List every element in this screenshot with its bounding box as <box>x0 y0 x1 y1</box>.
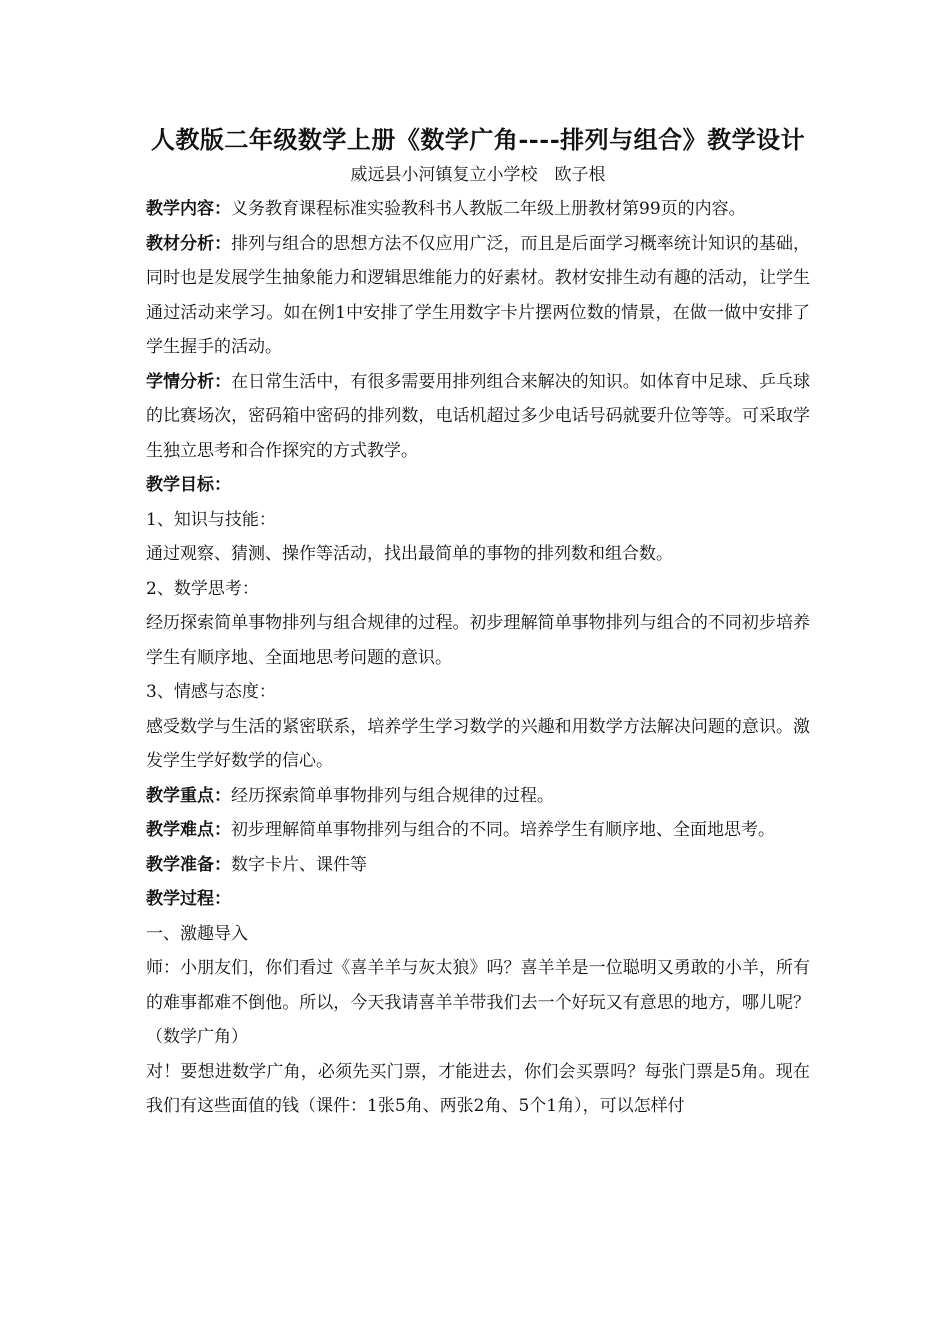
paragraph <box>146 675 810 710</box>
section-label: 教学难点： <box>146 820 231 840</box>
section-text: 对！要想进数学广角，必须先买门票，才能进去，你们会买票吗？每张门票是5角。现在我们有这些面值的钱（课件：1张5角、两张2角、5个1角），可以怎样付 <box>146 1061 810 1116</box>
paragraph <box>146 606 810 675</box>
section-label: 教学准备： <box>146 854 231 875</box>
paragraph <box>146 882 810 917</box>
section-label: 教材分析： <box>146 233 232 254</box>
paragraph <box>146 537 810 572</box>
section-label: 教学目标： <box>146 475 231 495</box>
paragraph <box>146 779 810 814</box>
paragraph <box>146 917 810 952</box>
section-text: 2、数学思考： <box>146 578 259 599</box>
author-line: 威远县小河镇复立小学校 欧子根 <box>350 165 606 185</box>
paragraph <box>146 572 810 607</box>
section-text: 感受数学与生活的紧密联系，培养学生学习数学的兴趣和用数学方法解决问题的意识。激发学生学好数学的信心。 <box>146 716 810 771</box>
section-text: 一、激趣导入 <box>146 923 248 944</box>
paragraph <box>146 365 810 469</box>
section-text: 经历探索简单事物排列与组合规律的过程。初步理解简单事物排列与组合的不同初步培养学生有顺序地、全面地思考问题的意识。 <box>146 613 810 668</box>
section-text: 3、情感与态度： <box>146 682 276 702</box>
section-text: 师：小朋友们，你们看过《喜羊羊与灰太狼》吗？喜羊羊是一位聪明又勇敢的小羊，所有的难事都难不倒他。所以，今天我请喜羊羊带我们去一个好玩又有意思的地方，哪儿呢？（数学广角） <box>146 958 810 1047</box>
section-text: 在日常生活中，有很多需要用排列组合来解决的知识。如体育中足球、乒乓球的比赛场次，密码箱中密码的排列数，电话机超过多少电话号码就要升位等等。可采取学生独立思考和合作探究的方式教学。 <box>146 371 811 461</box>
section-text: 经历探索简单事物排列与组合规律的过程。 <box>231 785 554 806</box>
document-title: 人教版二年级数学上册《数学广角----排列与组合》教学设计 <box>150 125 806 154</box>
paragraph <box>146 813 810 848</box>
section-text: 义务教育课程标准实验教科书人教版二年级上册教材第99页的内容。 <box>231 199 746 219</box>
section-label: 教学过程： <box>146 889 231 909</box>
section-text: 1、知识与技能： <box>146 509 276 530</box>
paragraph <box>146 951 810 1055</box>
paragraph <box>146 710 810 779</box>
section-label: 学情分析： <box>146 371 232 392</box>
section-text: 通过观察、猜测、操作等活动，找出最简单的事物的排列数和组合数。 <box>146 544 673 564</box>
section-text: 排列与组合的思想方法不仅应用广泛，而且是后面学习概率统计知识的基础，同时也是发展学生抽象能力和逻辑思维能力的好素材。教材安排生动有趣的活动，让学生通过活动来学习。如在例1中安排了学生用数字卡片摆两位数的情景，在做一做中安排了学生握手的活动。 <box>146 233 811 357</box>
paragraph <box>146 503 810 538</box>
paragraph <box>146 1055 810 1124</box>
paragraph <box>146 192 810 227</box>
section-text: 初步理解简单事物排列与组合的不同。培养学生有顺序地、全面地思考。 <box>231 820 775 840</box>
section-label: 教学重点： <box>146 785 231 806</box>
section-label: 教学内容： <box>146 199 231 219</box>
paragraph <box>146 848 810 883</box>
paragraph <box>146 227 810 365</box>
document-body <box>146 192 810 1124</box>
paragraph <box>146 468 810 503</box>
section-text: 数字卡片、课件等 <box>231 854 367 875</box>
